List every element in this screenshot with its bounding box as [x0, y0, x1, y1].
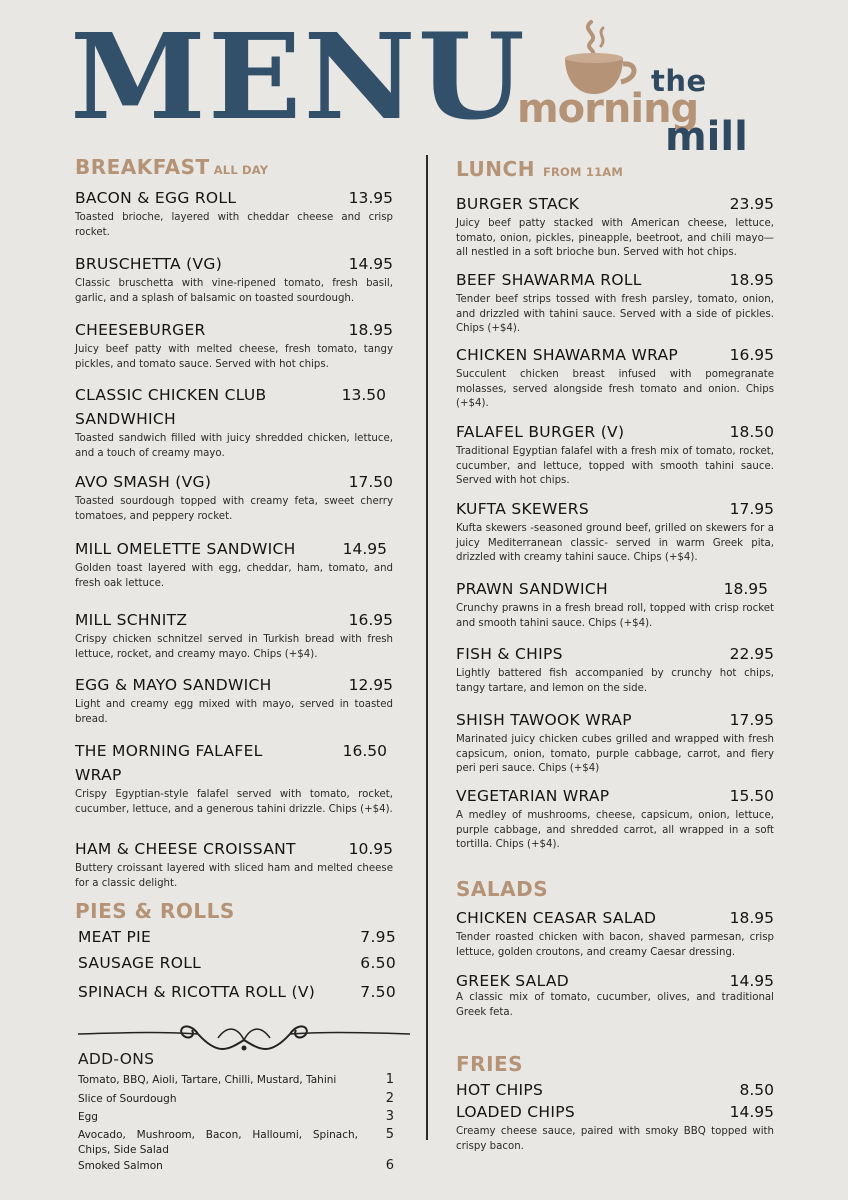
- item-name: LOADED CHIPS: [456, 1103, 576, 1121]
- item-price: 18.95: [729, 271, 774, 289]
- item-name: HAM & CHEESE CROISSANT: [75, 840, 296, 858]
- menu-item: [456, 1078, 774, 1102]
- item-name: CHICKEN SHAWARMA WRAP: [456, 346, 679, 364]
- item-price: 16.95: [729, 346, 774, 364]
- menu-item: [75, 608, 393, 662]
- item-description: Succulent chicken breast infused with pomegranate molasses, served alongside fresh tomato and onion. Chips (+$4).: [456, 369, 774, 410]
- item-name: KUFTA SKEWERS: [456, 500, 589, 518]
- addon-row: [78, 1110, 394, 1125]
- item-price: 16.95: [348, 611, 393, 629]
- item-description: Golden toast layered with egg, cheddar, ham, tomato, and fresh oak lettuce.: [75, 563, 393, 589]
- item-name: SHISH TAWOOK WRAP: [456, 711, 632, 729]
- item-name: VEGETARIAN WRAP: [456, 787, 610, 805]
- section-pies-rolls: [75, 899, 393, 923]
- item-price: 17.50: [348, 473, 393, 491]
- section-breakfast: [75, 155, 393, 179]
- menu-item: [78, 983, 396, 1001]
- menu-item: [456, 192, 774, 261]
- item-name: CLASSIC CHICKEN CLUB SANDWHICH: [75, 386, 267, 428]
- item-description: Creamy cheese sauce, paired with smoky BBQ topped with crispy bacon.: [456, 1126, 774, 1152]
- item-price: 18.95: [348, 321, 393, 339]
- item-description: Toasted sandwich filled with juicy shredded chicken, lettuce, and a touch of creamy mayo.: [75, 433, 393, 459]
- item-price: 6.50: [360, 954, 396, 972]
- menu-item: [456, 343, 774, 412]
- menu-item: [75, 318, 393, 372]
- addon-price: 2: [385, 1091, 394, 1106]
- addon-name: Tomato, BBQ, Aioli, Tartare, Chilli, Mustard, Tahini: [78, 1074, 337, 1086]
- addon-row: [78, 1128, 394, 1157]
- item-price: 8.50: [739, 1081, 774, 1099]
- item-name: MILL OMELETTE SANDWICH: [75, 540, 296, 558]
- item-name: PRAWN SANDWICH: [456, 580, 608, 598]
- menu-item: [456, 906, 774, 960]
- menu-item: [456, 268, 774, 337]
- item-description: Traditional Egyptian falafel with a fresh mix of tomato, rocket, cucumber, and lettuce, topped with smooth tahini sauce. Served with hot chips.: [456, 446, 774, 487]
- menu-item: [75, 739, 393, 817]
- addon-price: 3: [385, 1109, 394, 1124]
- menu-item: [75, 673, 393, 727]
- item-description: Tender roasted chicken with bacon, shaved parmesan, crisp lettuce, golden croutons, and creamy Caesar dressing.: [456, 932, 774, 958]
- item-name: BURGER STACK: [456, 195, 580, 213]
- item-price: 22.95: [729, 645, 774, 663]
- addon-price: 6: [385, 1158, 394, 1173]
- menu-item: [75, 383, 393, 461]
- menu-item: [456, 642, 774, 696]
- item-price: 7.50: [360, 983, 396, 1001]
- logo-text-morning: morning: [517, 86, 699, 132]
- item-name: AVO SMASH (VG): [75, 473, 212, 491]
- item-description: Classic bruschetta with vine-ripened tomato, fresh basil, garlic, and a splash of balsamic on toasted sourdough.: [75, 278, 393, 304]
- item-price: 7.95: [360, 928, 396, 946]
- item-price: 12.95: [348, 676, 393, 694]
- menu-item: [456, 969, 774, 1020]
- addon-price: 5: [385, 1127, 394, 1142]
- addon-row: [78, 1092, 394, 1107]
- menu-item: [78, 954, 396, 972]
- item-price: 17.95: [729, 500, 774, 518]
- section-lunch: [456, 157, 774, 181]
- item-description: Juicy beef patty with melted cheese, fresh tomato, tangy pickles, and tomato sauce. Served with hot chips.: [75, 344, 393, 370]
- item-price: 16.50: [342, 742, 387, 760]
- item-name: FALAFEL BURGER (V): [456, 423, 625, 441]
- item-description: Kufta skewers -seasoned ground beef, grilled on skewers for a juicy Mediterranean classic- served in warm Greek pita, drizzled with creamy tahini sauce. Chips (+$4).: [456, 523, 774, 564]
- addons-title: ADD-ONS: [78, 1050, 155, 1068]
- item-description: A classic mix of tomato, cucumber, olives, and traditional Greek feta.: [456, 992, 774, 1018]
- logo-text-the: the: [651, 64, 707, 98]
- item-name: BEEF SHAWARMA ROLL: [456, 271, 642, 289]
- item-description: Lightly battered fish accompanied by crunchy hot chips, tangy tartare, and lemon on the side.: [456, 668, 774, 694]
- item-description: Crispy chicken schnitzel served in Turkish bread with fresh lettuce, rocket, and creamy mayo. Chips (+$4).: [75, 634, 393, 660]
- item-name: HOT CHIPS: [456, 1081, 544, 1099]
- item-price: 10.95: [348, 840, 393, 858]
- section-title: FRIES: [456, 1052, 524, 1076]
- brand-logo: [515, 10, 775, 160]
- item-description: A medley of mushrooms, cheese, capsicum, onion, lettuce, purple cabbage, and shredded carrot, all wrapped in a soft tortilla. Chips (+$4).: [456, 810, 774, 851]
- item-name: GREEK SALAD: [456, 972, 570, 990]
- item-name: MEAT PIE: [78, 928, 152, 946]
- item-description: Light and creamy egg mixed with mayo, served in toasted bread.: [75, 699, 393, 725]
- item-name: SPINACH & RICOTTA ROLL (V): [78, 983, 316, 1001]
- item-description: Crispy Egyptian-style falafel served with tomato, rocket, cucumber, lettuce, and a generous tahini drizzle. Chips (+$4).: [75, 789, 393, 815]
- section-title: LUNCH: [456, 157, 535, 181]
- item-description: Crunchy prawns in a fresh bread roll, topped with crisp rocket and smooth tahini sauce. Chips (+$4).: [456, 603, 774, 629]
- logo-text-mill: mill: [665, 114, 748, 160]
- item-description: Toasted sourdough topped with creamy feta, sweet cherry tomatoes, and peppery rocket.: [75, 496, 393, 522]
- item-price: 14.95: [348, 255, 393, 273]
- menu-title: MENU: [70, 7, 527, 146]
- item-price: 15.50: [729, 787, 774, 805]
- item-price: 18.50: [729, 423, 774, 441]
- item-name: BRUSCHETTA (VG): [75, 255, 223, 273]
- item-description: Buttery croissant layered with sliced ham and melted cheese for a classic delight.: [75, 863, 393, 889]
- menu-item: [75, 252, 393, 306]
- section-subtitle: ALL DAY: [213, 163, 269, 177]
- item-description: Marinated juicy chicken cubes grilled and wrapped with fresh capsicum, onion, tomato, purple cabbage, carrot, and fiery peri peri sauce. Chips (+$4): [456, 734, 774, 775]
- column-divider: [426, 155, 428, 1140]
- item-description: Toasted brioche, layered with cheddar cheese and crisp rocket.: [75, 212, 393, 238]
- addon-row: [78, 1159, 394, 1174]
- menu-item: [456, 708, 774, 777]
- menu-item: [75, 470, 393, 524]
- menu-item: [75, 186, 393, 240]
- menu-item: [78, 928, 396, 946]
- item-description: Juicy beef patty stacked with American cheese, lettuce, tomato, onion, pickles, pineapple, beetroot, and chili mayo—all nestled in a soft brioche bun. Served with hot chips.: [456, 218, 774, 259]
- addon-name: Egg: [78, 1111, 98, 1123]
- menu-item: [75, 837, 393, 891]
- item-price: 17.95: [729, 711, 774, 729]
- item-price: 13.50: [341, 386, 386, 404]
- item-name: FISH & CHIPS: [456, 645, 563, 663]
- item-price: 18.95: [723, 580, 768, 598]
- section-subtitle: FROM 11AM: [542, 165, 624, 179]
- item-price: 14.95: [729, 972, 774, 990]
- section-salads: [456, 877, 774, 901]
- item-description: Tender beef strips tossed with fresh parsley, tomato, onion, and drizzled with tahini sauce. Served with a side of pickles. Chips (+$4).: [456, 294, 774, 335]
- item-name: MILL SCHNITZ: [75, 611, 188, 629]
- item-price: 14.95: [342, 540, 387, 558]
- addon-row: [78, 1073, 394, 1088]
- item-price: 23.95: [729, 195, 774, 213]
- item-name: CHICKEN CEASAR SALAD: [456, 909, 657, 927]
- menu-item: [456, 497, 774, 566]
- menu-item: [456, 577, 774, 631]
- addon-name: Slice of Sourdough: [78, 1093, 177, 1105]
- item-name: EGG & MAYO SANDWICH: [75, 676, 272, 694]
- addon-name: Avocado, Mushroom, Bacon, Halloumi, Spinach, Chips, Side Salad: [78, 1129, 358, 1156]
- menu-item: [456, 420, 774, 489]
- addon-name: Smoked Salmon: [78, 1160, 163, 1172]
- menu-item: [456, 784, 774, 853]
- menu-item: [75, 537, 393, 591]
- section-title: SALADS: [456, 877, 549, 901]
- section-title: PIES & ROLLS: [75, 899, 235, 923]
- item-name: SAUSAGE ROLL: [78, 954, 202, 972]
- item-price: 18.95: [729, 909, 774, 927]
- item-name: CHEESEBURGER: [75, 321, 206, 339]
- item-price: 13.95: [348, 189, 393, 207]
- menu-item: [456, 1100, 774, 1154]
- section-title: BREAKFAST: [75, 155, 210, 179]
- section-fries: [456, 1052, 774, 1076]
- item-price: 14.95: [729, 1103, 774, 1121]
- item-name: BACON & EGG ROLL: [75, 189, 237, 207]
- item-name: THE MORNING FALAFEL WRAP: [75, 742, 263, 784]
- addon-price: 1: [385, 1072, 394, 1087]
